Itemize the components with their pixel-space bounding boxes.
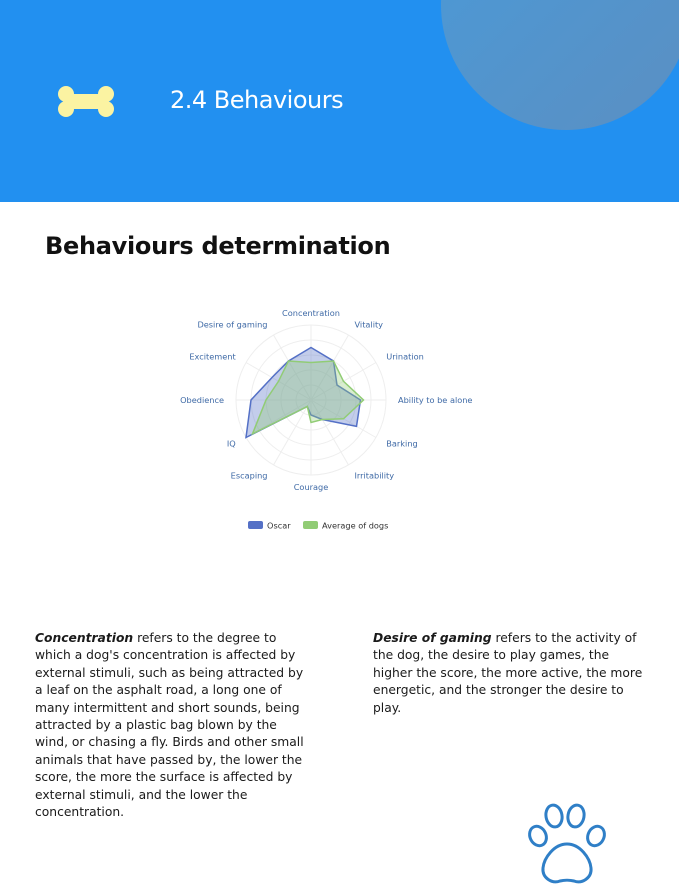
axis-label: Irritability — [354, 470, 395, 481]
desire-of-gaming-paragraph — [373, 630, 643, 717]
radar-series — [246, 348, 364, 438]
axis-label: Obedience — [180, 395, 224, 405]
axis-label: Courage — [293, 482, 329, 492]
desire-of-gaming-text: refers to the activity of the dog, the desire to play games, the higher the score, the more active, the more energetic, and the stronger the desire to play. — [373, 631, 643, 715]
radar-chart-svg — [180, 310, 480, 540]
header-banner — [0, 0, 679, 202]
legend-swatch — [303, 521, 318, 529]
axis-label: Excitement — [189, 351, 236, 362]
bone-icon — [57, 85, 115, 118]
axis-label: Desire of gaming — [197, 319, 268, 330]
page-heading: Behaviours determination — [45, 232, 391, 260]
concentration-paragraph — [35, 630, 313, 821]
axis-label: Escaping — [230, 470, 268, 481]
axis-label: Urination — [386, 351, 424, 362]
decorative-circle — [441, 0, 679, 130]
axis-label: IQ — [226, 438, 236, 449]
desire-of-gaming-term: Desire of gaming — [373, 631, 492, 645]
legend-label: Oscar — [267, 520, 291, 531]
concentration-text: refers to the degree to which a dog's concentration is affected by external stimuli, such as being attracted by a leaf on the asphalt road, a long one of many intermittent and short sounds, being attracted by a plastic bag blown by the wind, or chasing a fly. Birds and other small animals that have passed by, the lower the score, the more the surface is affected by external stimuli, and the lower the concentration. — [35, 631, 304, 820]
section-title: 2.4 Behaviours — [170, 86, 344, 114]
axis-label: Barking — [386, 438, 418, 449]
concentration-term: Concentration — [35, 631, 134, 645]
radar-chart — [180, 310, 480, 540]
legend-swatch — [248, 521, 263, 529]
axis-label: Vitality — [354, 319, 384, 330]
paw-icon — [526, 800, 612, 888]
legend-label: Average of dogs — [322, 520, 389, 531]
axis-label: Concentration — [282, 310, 340, 318]
axis-label: Ability to be alone — [398, 395, 473, 405]
radar-legend — [248, 521, 388, 531]
